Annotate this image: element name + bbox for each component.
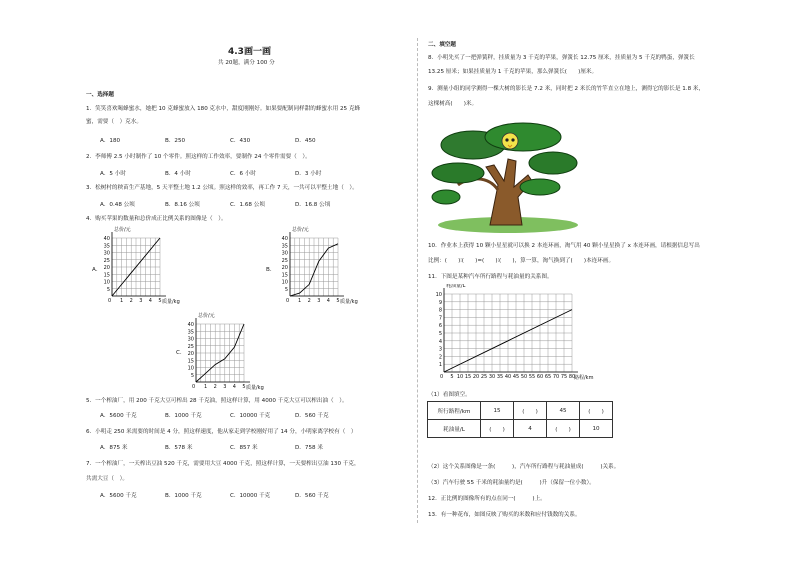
x-tick-label: 3	[139, 298, 143, 304]
table-cell: ( )	[547, 420, 580, 438]
table-cell: ( )	[481, 420, 514, 438]
q13-line1: 13．有一种花布，如图反映了购买的米数和应付钱数的关系。	[428, 512, 581, 518]
x-axis-title: 质量/kg	[246, 385, 264, 391]
y-tick-label: 30	[103, 250, 110, 257]
column-divider	[417, 38, 418, 523]
q2-line1: 2．李师傅 2.5 小时制作了 10 个零件。照这样的工作效率，要制作 24 个零件需要（ ）。	[86, 154, 311, 160]
y-tick-label: 30	[281, 250, 288, 257]
y-tick-label: 5	[438, 331, 442, 337]
table-cell: 45	[547, 402, 580, 420]
page-subtitle: 共 20题，满分 100 分	[218, 60, 275, 66]
x-tick-label: 4	[232, 384, 236, 390]
tree-with-owl-illustration	[428, 115, 578, 235]
y-tick-label: 6	[438, 323, 442, 330]
y-tick-label: 35	[103, 243, 110, 250]
y-tick-label: 20	[103, 265, 110, 271]
y-axis-title: 总价/元	[292, 227, 309, 233]
q7-option-c: C．10000 千克	[230, 493, 271, 499]
q11-sub3: （3）汽车行驶 55 千米的耗油量约是( )升（保留一位小数）。	[428, 480, 595, 486]
x-tick-label: 5	[450, 374, 454, 380]
q8-line1: 8．小明先买了一把弹簧秤，挂质量为 3 千克的苹果，弹簧长 12.75 厘米，挂质量为 5 千克的鸭蛋，弹簧长	[428, 55, 695, 61]
table-cell: ( )	[580, 402, 613, 420]
x-tick-label: 3	[223, 384, 227, 390]
x-axis-title: 路程/km	[574, 375, 594, 381]
y-tick-label: 15	[281, 272, 288, 279]
y-tick-label: 5	[190, 372, 194, 379]
origin-label: 0	[440, 374, 444, 380]
x-tick-label: 60	[536, 374, 544, 380]
y-tick-label: 35	[187, 329, 194, 336]
x-tick-label: 15	[464, 374, 472, 380]
x-tick-label: 1	[120, 298, 124, 304]
table-cell: 耗油量/L	[428, 420, 481, 438]
q6-line1: 6．小明走 250 米需要的时间是 4 分，照这样速度，他从家走到学校刚好用了 14 分，小明家离学校有（ ）	[86, 429, 357, 435]
q4-option-a-label: A．	[92, 267, 102, 273]
q4-option-b-label: B．	[266, 267, 276, 273]
x-tick-label: 45	[512, 374, 520, 380]
x-tick-label: 55	[528, 374, 536, 380]
y-tick-label: 30	[187, 336, 194, 343]
x-tick-label: 4	[326, 298, 330, 304]
table-cell: 所行路程/km	[428, 402, 481, 420]
table-row	[428, 420, 613, 438]
y-tick-label: 25	[281, 257, 288, 264]
x-tick-label: 20	[472, 374, 480, 380]
y-tick-label: 15	[187, 358, 194, 365]
q7-option-d: D．560 千克	[295, 493, 329, 499]
y-tick-label: 40	[281, 236, 288, 242]
y-tick-label: 15	[103, 272, 110, 279]
y-tick-label: 20	[187, 351, 194, 357]
table-row	[428, 402, 613, 420]
q4-chart-b	[278, 226, 428, 306]
q1-line2: 蜜，需要（ ）克水。	[86, 119, 142, 125]
x-tick-label: 2	[129, 298, 133, 304]
x-tick-label: 5	[336, 298, 340, 304]
y-tick-label: 5	[106, 286, 110, 293]
y-tick-label: 25	[103, 257, 110, 264]
q7-option-a: A．5600 千克	[100, 493, 137, 499]
x-tick-label: 40	[504, 374, 512, 380]
q7-option-b: B．1000 千克	[165, 493, 202, 499]
q5-option-c: C．10000 千克	[230, 413, 271, 419]
x-tick-label: 5	[158, 298, 162, 304]
y-tick-label: 10	[281, 279, 288, 286]
x-axis-title: 质量/kg	[162, 299, 180, 305]
x-tick-label: 5	[242, 384, 246, 390]
q1-option-d: D．450	[295, 138, 316, 144]
q6-option-b: B．578 米	[165, 445, 193, 451]
q11-fuel-chart	[430, 284, 600, 384]
q4-option-c-label: C．	[176, 350, 186, 356]
q3-option-d: D．16.8 公顷	[295, 202, 331, 208]
section-choice-heading: 一、选择题	[86, 92, 114, 98]
y-tick-label: 5	[284, 286, 288, 293]
q9-line1: 9．测量小组的同学测得一棵大树的影长是 7.2 米，同时把 2 米长的竹竿直立在地上，测得它的影长是 1.8 米，	[428, 86, 705, 92]
q6-option-d: D．758 米	[295, 445, 323, 451]
x-tick-label: 35	[496, 374, 504, 380]
x-tick-label: 3	[317, 298, 321, 304]
q11-sub1: （1）看图填空。	[428, 392, 471, 398]
y-tick-label: 10	[435, 292, 442, 298]
q5-line1: 5．一个榨油厂，用 200 千克大豆可榨出 28 千克油，照这样计算，用 4000 千克大豆可以榨出油（ ）。	[86, 398, 348, 404]
y-tick-label: 3	[438, 346, 442, 353]
q2-option-c: C．6 小时	[230, 171, 257, 177]
y-tick-label: 4	[438, 338, 442, 345]
y-tick-label: 2	[438, 354, 442, 361]
x-tick-label: 75	[560, 374, 568, 380]
q2-option-d: D．3 小时	[295, 171, 322, 177]
q1-option-b: B．250	[165, 138, 186, 144]
y-tick-label: 20	[281, 265, 288, 271]
x-tick-label: 80	[568, 374, 576, 380]
origin-label: 0	[108, 298, 112, 304]
q4-line1: 4．购买苹果的数量和总价成正比例关系的图像是（ ）。	[86, 216, 227, 222]
q7-line2: 共需大豆（ ）。	[86, 476, 128, 482]
q10-line1: 10．作业本上获得 10 颗小星星就可以换 2 本连环画，淘气用 40 颗小星星换了 x 本连环画，请根据信息写出	[428, 243, 700, 249]
x-tick-label: 1	[298, 298, 302, 304]
x-axis-title: 质量/kg	[340, 299, 358, 305]
q1-option-c: C．430	[230, 138, 251, 144]
table-cell: 15	[481, 402, 514, 420]
q4-chart-a	[100, 226, 250, 306]
q6-option-c: C．857 米	[230, 445, 258, 451]
q1-line1: 1．笑笑喜欢喝蜂蜜水，她把 10 克蜂蜜放入 180 克水中，甜度刚刚好。如果要配制同样甜的蜂蜜水用 25 克蜂	[86, 106, 361, 112]
y-axis-title: 总价/元	[114, 227, 131, 233]
y-tick-label: 7	[438, 315, 442, 322]
q5-option-a: A．5600 千克	[100, 413, 137, 419]
x-tick-label: 65	[544, 374, 552, 380]
section-fill-heading: 二、填空题	[428, 42, 456, 48]
q7-line1: 7．一个榨油厂，一天榨出豆油 520 千克，需要用大豆 4000 千克，照这样计算，一天要榨出豆油 130 千克，	[86, 461, 360, 467]
x-tick-label: 1	[204, 384, 208, 390]
y-tick-label: 35	[281, 243, 288, 250]
q3-line1: 3．松树村的秧苗生产基地，5 天平整土地 1.2 公顷。照这样的效率，再工作 7 天，一共可以平整土地（ ）。	[86, 185, 358, 191]
origin-label: 0	[286, 298, 290, 304]
y-axis-title: 耗油量/L	[446, 284, 466, 289]
x-tick-label: 25	[480, 374, 488, 380]
q3-option-b: B．8.16 公顷	[165, 202, 200, 208]
q3-option-a: A．0.48 公顷	[100, 202, 135, 208]
y-tick-label: 10	[103, 279, 110, 286]
x-tick-label: 70	[552, 374, 560, 380]
y-tick-label: 25	[187, 343, 194, 350]
q4-chart-c	[184, 312, 334, 392]
q2-option-a: A．5 小时	[100, 171, 126, 177]
q11-table	[427, 401, 613, 438]
q9-line2: 这棵树高( )米。	[428, 101, 478, 107]
q5-option-d: D．560 千克	[295, 413, 329, 419]
q5-option-b: B．1000 千克	[165, 413, 202, 419]
y-tick-label: 10	[187, 365, 194, 372]
q10-line2: 比例：( )∶( )=( )∶( )，算一算，淘气换到了( )本连环画。	[428, 258, 615, 264]
y-tick-label: 8	[438, 307, 442, 314]
q1-option-a: A．180	[100, 138, 121, 144]
q11-line1: 11．下图是某种汽车所行路程与耗油量的关系图。	[428, 274, 553, 280]
x-tick-label: 30	[488, 374, 496, 380]
q6-option-a: A．875 米	[100, 445, 128, 451]
q11-sub2: （2）这个关系图像是一条( )，汽车所行路程与耗油量成( )关系。	[428, 464, 620, 470]
origin-label: 0	[192, 384, 196, 390]
table-cell: 10	[580, 420, 613, 438]
page-title: 4.3画一画	[228, 47, 271, 57]
y-tick-label: 1	[438, 362, 442, 369]
y-tick-label: 40	[103, 236, 110, 242]
q3-option-c: C．1.68 公顷	[230, 202, 265, 208]
y-axis-title: 总价/元	[198, 313, 215, 319]
x-tick-label: 2	[213, 384, 217, 390]
x-tick-label: 4	[148, 298, 152, 304]
table-cell: ( )	[514, 402, 547, 420]
q8-line2: 13.25 厘米；如果挂质量为 1 千克的苹果，那么弹簧长( )厘米。	[428, 69, 598, 75]
q12-line1: 12．正比例的图像所有的点在同一( )上。	[428, 496, 546, 502]
y-tick-label: 9	[438, 299, 442, 306]
x-tick-label: 10	[456, 374, 464, 380]
x-tick-label: 2	[307, 298, 311, 304]
y-tick-label: 40	[187, 322, 194, 328]
x-tick-label: 50	[520, 374, 528, 380]
table-cell: 4	[514, 420, 547, 438]
q2-option-b: B．4 小时	[165, 171, 191, 177]
